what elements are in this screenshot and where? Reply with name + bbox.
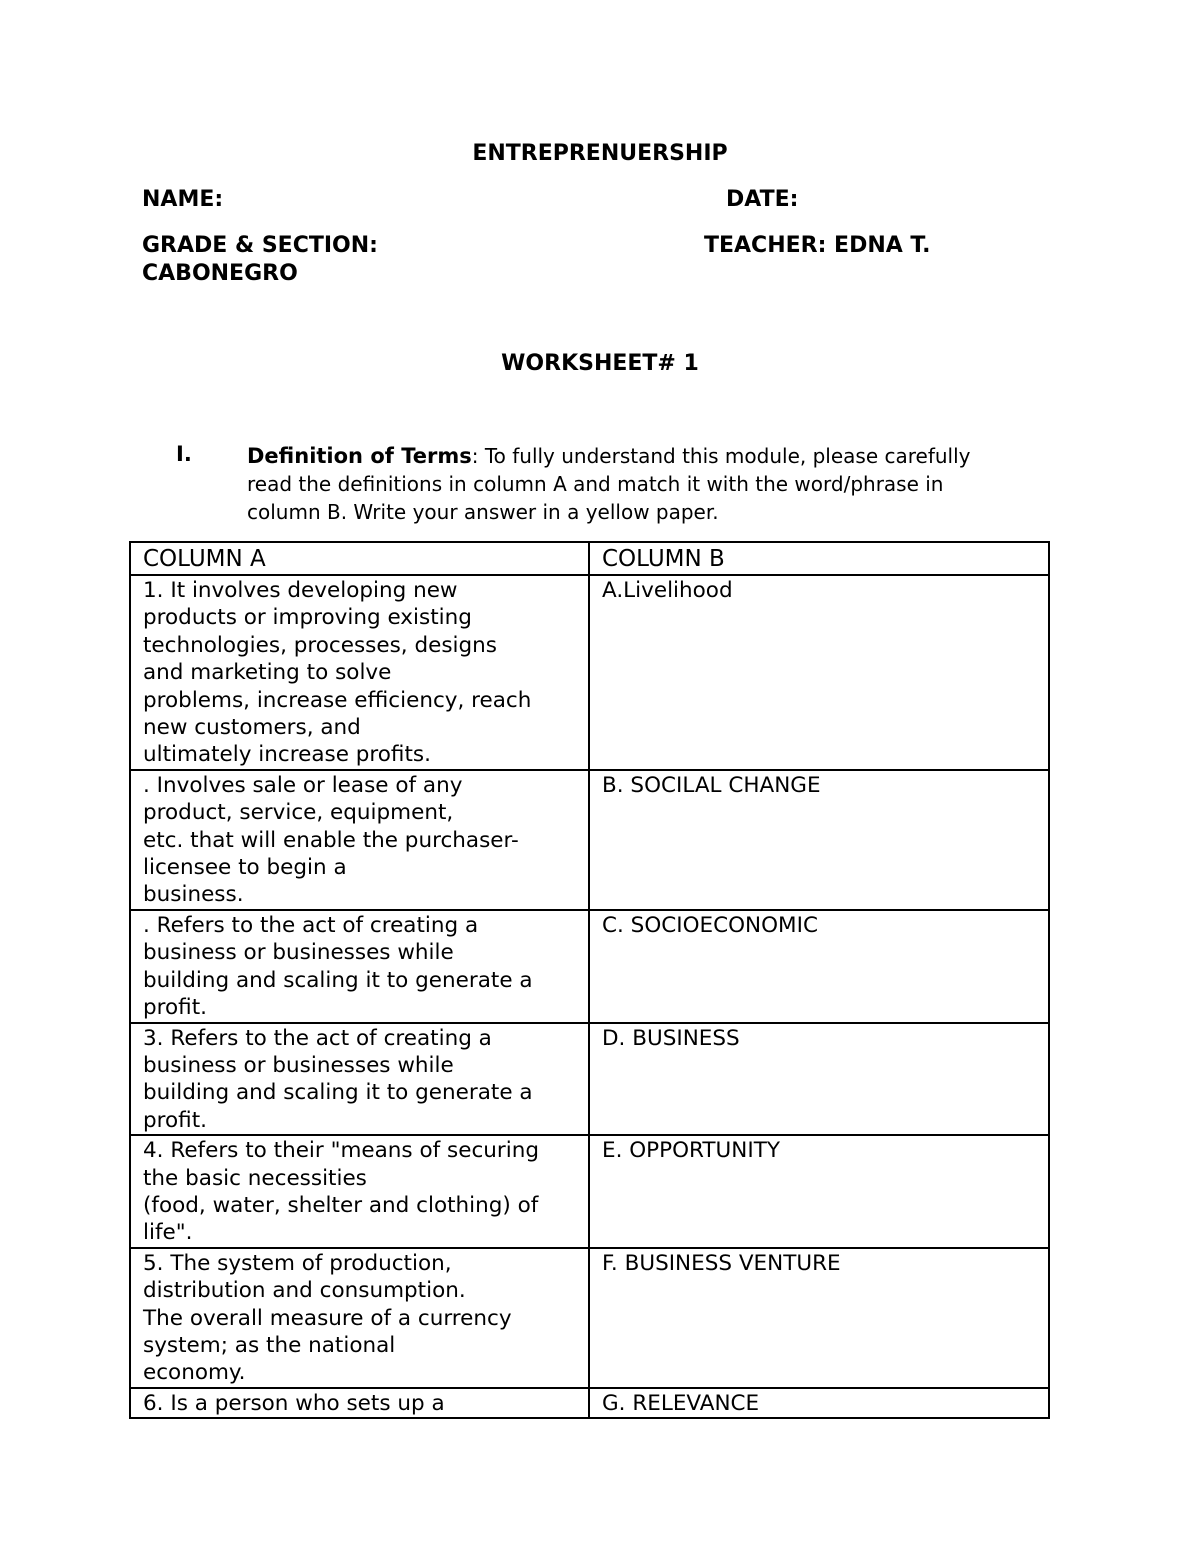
definition-cell — [130, 770, 589, 910]
column-a-header: COLUMN A — [130, 542, 589, 575]
table-row — [130, 910, 1049, 1023]
term-cell: F. BUSINESS VENTURE — [589, 1248, 1049, 1388]
term-cell: D. BUSINESS — [589, 1023, 1049, 1136]
definition-cell — [130, 1388, 589, 1418]
definition-line: economy. — [143, 1360, 246, 1386]
definition-line: profit. — [143, 995, 207, 1021]
definition-line: product, service, equipment, — [143, 800, 454, 826]
definition-line: life". — [143, 1220, 193, 1246]
definition-line: business or businesses while — [143, 1052, 454, 1078]
term-cell: B. SOCILAL CHANGE — [589, 770, 1049, 910]
definition-line: building and scaling it to generate a — [143, 1080, 533, 1106]
definition-line: business. — [143, 882, 244, 908]
instruction-line: : To fully understand this module, please carefully — [471, 444, 971, 468]
definition-cell — [130, 910, 589, 1023]
definition-line: licensee to begin a — [143, 855, 347, 881]
definition-line: system; as the national — [143, 1332, 396, 1358]
instruction-line: read the definitions in column A and match it with the word/phrase in — [247, 472, 944, 496]
definition-cell — [130, 1023, 589, 1136]
definition-cell — [130, 1135, 589, 1248]
definition-line: 5. The system of production, — [143, 1250, 452, 1276]
definition-line: problems, increase efficiency, reach — [143, 687, 532, 713]
table-row — [130, 1388, 1049, 1418]
term-cell: C. SOCIOECONOMIC — [589, 910, 1049, 1023]
definition-cell — [130, 575, 589, 770]
definition-line: 1. It involves developing new — [143, 578, 458, 603]
table-row — [130, 1248, 1049, 1388]
section-instructions — [247, 442, 1057, 526]
teacher-surname: CABONEGRO — [142, 261, 298, 286]
definition-line: 3. Refers to the act of creating a — [143, 1025, 492, 1051]
table-header-row — [130, 542, 1049, 575]
definition-cell — [130, 1248, 589, 1388]
definition-line: . Involves sale or lease of any — [143, 772, 463, 798]
name-label: NAME: — [142, 187, 224, 212]
definition-line: 6. Is a person who sets up a — [143, 1390, 445, 1416]
term-cell: A.Livelihood — [589, 575, 1049, 770]
definition-line: ultimately increase profits. — [143, 742, 431, 768]
table-row — [130, 770, 1049, 910]
definition-line: 4. Refers to their "means of securing — [143, 1138, 539, 1164]
definition-line: distribution and consumption. — [143, 1278, 466, 1304]
table-row — [130, 575, 1049, 770]
document-title: ENTREPRENUERSHIP — [472, 141, 728, 166]
grade-section-label: GRADE & SECTION: — [142, 233, 378, 258]
section-number: I. — [176, 442, 192, 466]
definition-line: the basic necessities — [143, 1165, 367, 1191]
definition-line: The overall measure of a currency — [143, 1305, 512, 1331]
definition-line: technologies, processes, designs — [143, 632, 497, 658]
definition-line: . Refers to the act of creating a — [143, 912, 479, 938]
worksheet-title: WORKSHEET# 1 — [501, 351, 699, 376]
column-b-header: COLUMN B — [589, 542, 1049, 575]
definition-line: profit. — [143, 1107, 207, 1133]
instruction-line: column B. Write your answer in a yellow paper. — [247, 500, 719, 524]
definition-line: etc. that will enable the purchaser- — [143, 827, 519, 853]
table-row — [130, 1023, 1049, 1136]
definition-line: new customers, and — [143, 715, 361, 741]
definition-line: and marketing to solve — [143, 660, 392, 686]
definition-line: products or improving existing — [143, 605, 472, 631]
term-cell: G. RELEVANCE — [589, 1388, 1049, 1418]
matching-table — [129, 541, 1050, 1419]
table-row — [130, 1135, 1049, 1248]
term-cell: E. OPPORTUNITY — [589, 1135, 1049, 1248]
definition-line: business or businesses while — [143, 940, 454, 966]
date-label: DATE: — [726, 187, 799, 212]
definition-line: (food, water, shelter and clothing) of — [143, 1192, 539, 1218]
section-heading: Definition of Terms — [247, 444, 472, 468]
definition-line: building and scaling it to generate a — [143, 967, 533, 993]
teacher-label: TEACHER: EDNA T. — [704, 233, 931, 258]
